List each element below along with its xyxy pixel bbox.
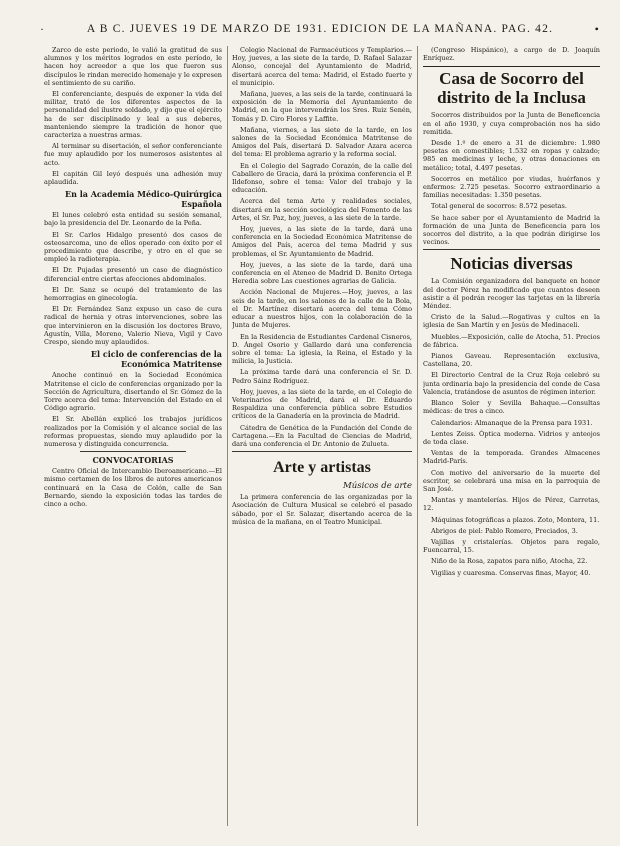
header-right-mark: •: [594, 22, 600, 36]
article-paragraph: Vajillas y cristalerías. Objetos para regalo, Fuencarral, 15.: [423, 537, 600, 555]
section-subheading: El ciclo de conferencias de la Económica Matritense: [90, 349, 222, 370]
section-heading: Arte y artistas: [273, 459, 371, 477]
section-subheading: En la Academia Médico-Quirúrgica Española: [65, 189, 222, 210]
article-paragraph: Cristo de la Salud.—Rogativas y cultos en la iglesia de San Martín y en Jesús de Medinaceli.: [423, 313, 600, 330]
article-paragraph: El Dr. Sanz se ocupó del tratamiento de las hemorragias en ginecología.: [44, 285, 222, 303]
page-header: [40, 20, 600, 38]
article-paragraph: El capitán Gil leyó después una adhesión muy aplaudida.: [44, 169, 222, 187]
article-paragraph: Acción Nacional de Mujeres.—Hoy, jueves, a las seis de la tarde, en los salones de la calle de la Bola, el Dr. Martínez disertará acerca del tema Cómo educar a nuestros hijos, con la colaboración de la Junta de Mujeres.: [232, 288, 412, 330]
article-paragraph: Al terminar su disertación, el señor conferenciante fue muy aplaudido por los numerosos asistentes al acto.: [44, 142, 222, 167]
article-paragraph: El Sr. Abellán explicó los trabajos jurídicos realizados por la Comisión y el alcance social de las reformas propuestas, siendo muy aplaudido por la numerosa y distinguida concurrencia.: [44, 415, 222, 448]
column-divider: [417, 46, 418, 826]
article-paragraph: Mañana, jueves, a las seis de la tarde, continuará la exposición de la Memoria del Ayuntamiento de Madrid, en la que intervendrán los Sres. Ruiz Senén, Tomás y D. Ciro Flores y Laffite.: [232, 90, 412, 123]
article-paragraph: El conferenciante, después de exponer la vida del militar, trató de los diferentes aspectos de la personalidad del ilustre soldado, y dijo que el ejército ha de ser disciplinado y leal a sus deberes, manteniendo siempre la tradición de honor que caracteriza a nuestras armas.: [44, 90, 222, 140]
article-paragraph: Vigilias y cuaresma. Conservas finas, Mayor, 40.: [431, 568, 591, 577]
article-paragraph: Mañana, viernes, a las siete de la tarde, en los salones de la Sociedad Económica Matritense de Amigos del País, disertará D. Salvador Azara acerca del tema: El problema agrario y la reforma social.: [232, 125, 412, 159]
column-divider: [227, 46, 228, 826]
article-paragraph: Se hace saber por el Ayuntamiento de Madrid la formación de una Junta de Beneficencia para los socorros del distrito, a la que podrán dirigirse los vecinos.: [423, 213, 600, 247]
article-paragraph: El Dr. Fernández Sanz expuso un caso de cura radical de hernia y otras intervenciones, sobre las que intervinieron en la discusión los doctores Bravo, Agustín, Villa, Moreno, Valerio Nieva, Vigil y Cavo Crespo, siendo muy aplaudidos.: [44, 305, 222, 347]
article-paragraph: Socorros distribuidos por la Junta de Beneficencia en el año 1930, y cuya comprobación nos ha sido remitida.: [423, 111, 600, 136]
article-paragraph: Zarco de este periodo, le valió la gratitud de sus alumnos y los méritos logrados en este período, le hacen hoy acreedor a que los que fueron sus discípulos le rindan merecido homenaje y le expresen el sentimiento de su cariño.: [44, 46, 222, 87]
article-paragraph: Niño de la Rosa, zapatos para niño, Atocha, 22.: [431, 557, 588, 566]
article-paragraph: El Sr. Carlos Hidalgo presentó dos casos de osteosarcoma, uno de ellos operado con éxito por el procedimiento que describe, y otro en el que se empleó la radioterapia.: [44, 230, 222, 264]
article-paragraph: El lunes celebró esta entidad su sesión semanal, bajo la presidencia del Dr. Leonardo de la Peña.: [44, 211, 222, 228]
article-paragraph: Desde 1.º de enero a 31 de diciembre: 1.980 pesetas en comestibles; 1.532 en ropas y calzado; 985 en medicinas y leche, y otras donaciones en metálico; total, 4.497 pesetas.: [423, 139, 600, 172]
article-paragraph: En el Colegio del Sagrado Corazón, de la calle del Caballero de Gracia, dará la próxima conferencia el P. Ildefonso, sobre el tema: Valor del trabajo y la educación.: [232, 161, 412, 195]
article-paragraph: Lentes Zeiss. Óptica moderna. Vidrios y anteojos de toda clase.: [423, 429, 600, 446]
section-rule: [423, 249, 600, 250]
section-rule: [80, 451, 187, 452]
article-paragraph: Anoche continuó en la Sociedad Económica Matritense el ciclo de conferencias organizado por la Sección de Agricultura, disertando el Sr. Gómez de la Torre acerca del tema: Intervención del Estado en el Código agrario.: [44, 371, 222, 413]
article-paragraph: (Congreso Hispánico), a cargo de D. Joaquín Enríquez.: [423, 46, 600, 63]
article-paragraph: Cátedra de Genética de la Fundación del Conde de Cartagena.—En la Facultad de Ciencias de Madrid, dará una conferencia el Dr. Antonio de Zulueta.: [232, 423, 412, 448]
article-paragraph: Blanco Soler y Sevilla Bahaque.—Consultas médicas: de tres a cinco.: [423, 399, 600, 416]
article-paragraph: Pianos Gaveau. Representación exclusiva, Castellana, 20.: [423, 352, 600, 369]
section-subheading: CONVOCATORIAS: [92, 455, 174, 466]
column-3: [423, 46, 600, 836]
article-paragraph: Hoy, jueves, a las siete de la tarde, dará una conferencia en la Sociedad Económica Matritense de Amigos del País, acerca del tema Madrid y sus problemas, el Sr. Ayuntamiento de Madrid.: [232, 225, 412, 258]
column-1: [44, 46, 222, 836]
article-paragraph: Hoy, jueves, a las siete de la tarde, dará una conferencia en el Ateneo de Madrid D. Benito Ortega Heredia sobre Las cuestiones agrarias de Galicia.: [232, 260, 412, 286]
column-2: [232, 46, 412, 836]
article-paragraph: En la Residencia de Estudiantes Cardenal Cisneros, D. Ángel Osorio y Gallardo dará una conferencia sobre el tema: La iglesia, la Reina, el Estado y la milicia, la Justicia.: [232, 332, 412, 366]
article-paragraph: La primera conferencia de las organizadas por la Asociación de Cultura Musical se celebró el pasado sábado, por el Sr. Salazar, disertando acerca de la música de la mañana, en el Teatro Municipal.: [232, 493, 412, 526]
article-paragraph: Máquinas fotográficas a plazos. Zoto, Montera, 11.: [431, 515, 600, 524]
article-paragraph: Socorros en metálico por viudas, huérfanos y enfermos: 2.725 pesetas. Socorro extraordinario a familias necesitadas: 1.350 pesetas.: [423, 174, 600, 200]
article-paragraph: Colegio Nacional de Farmacéuticos y Templarios.—Hoy, jueves, a las siete de la tarde, D. Rafael Salazar Alonso, concejal del Ayuntamiento de Madrid, disertará acerca del tema: Madrid, el Estado fuerte y el municipio.: [232, 46, 412, 87]
article-paragraph: Centro Oficial de Intercambio Iberoamericano.—El mismo certamen de los libros de autores americanos continuará en la Casa de Colón, calle de San Bernardo, siendo la exposición todas las tardes de cinco a ocho.: [44, 467, 222, 508]
section-heading: Noticias diversas: [450, 254, 573, 274]
article-paragraph: Calendarios: Almanaque de la Prensa para 1931.: [431, 418, 593, 427]
article-paragraph: La próxima tarde dará una conferencia el Sr. D. Pedro Sáinz Rodríguez.: [232, 368, 412, 385]
article-paragraph: Hoy, jueves, a las siete de la tarde, en el Colegio de Veterinarios de Madrid, dará el Dr. Eduardo Respaldiza una conferencia pública sobre Estudios críticos de la Ganadería en la provincia de Madrid.: [232, 387, 412, 421]
article-paragraph: Muebles.—Exposición, calle de Atocha, 51. Precios de fábrica.: [423, 332, 600, 349]
section-subheading: Músicos de arte: [343, 481, 412, 492]
header-text: A B C. JUEVES 19 DE MARZO DE 1931. EDICION DE LA MAÑANA. PAG. 42.: [86, 23, 554, 35]
article-paragraph: El Directorio Central de la Cruz Roja celebró su junta ordinaria bajo la presidencia del conde de Casa Valencia, tratándose de asuntos de régimen interior.: [423, 371, 600, 396]
article-paragraph: Con motivo del aniversario de la muerte del escritor, se celebrará una misa en la parroquia de San José.: [423, 468, 600, 493]
article-paragraph: La Comisión organizadora del banquete en honor del doctor Pérez ha modificado que cuantos deseen asistir a él podrán recoger las tarjetas en la librería Méndez.: [423, 277, 600, 311]
article-paragraph: El Dr. Pujadas presentó un caso de diagnóstico diferencial entre ciertas afecciones abdominales.: [44, 266, 222, 283]
section-rule: [232, 451, 412, 452]
article-paragraph: Ventas de la temporada. Grandes Almacenes Madrid-París.: [423, 449, 600, 466]
article-paragraph: Acerca del tema Arte y realidades sociales, disertará en la sección sociológica del Fomento de las Artes, el Sr. Paz, hoy, jueves, a las siete de la tarde.: [232, 197, 412, 222]
article-paragraph: Abrigos de piel: Pablo Romero, Preciados, 3.: [431, 526, 578, 535]
section-heading: Casa de Socorro del distrito de la Inclusa: [423, 66, 600, 107]
article-paragraph: Mantas y mantelerías. Hijos de Pérez, Carretas, 12.: [423, 496, 600, 513]
header-left-mark: ·: [40, 22, 46, 36]
article-paragraph: Total general de socorros: 8.572 pesetas.: [431, 202, 567, 211]
